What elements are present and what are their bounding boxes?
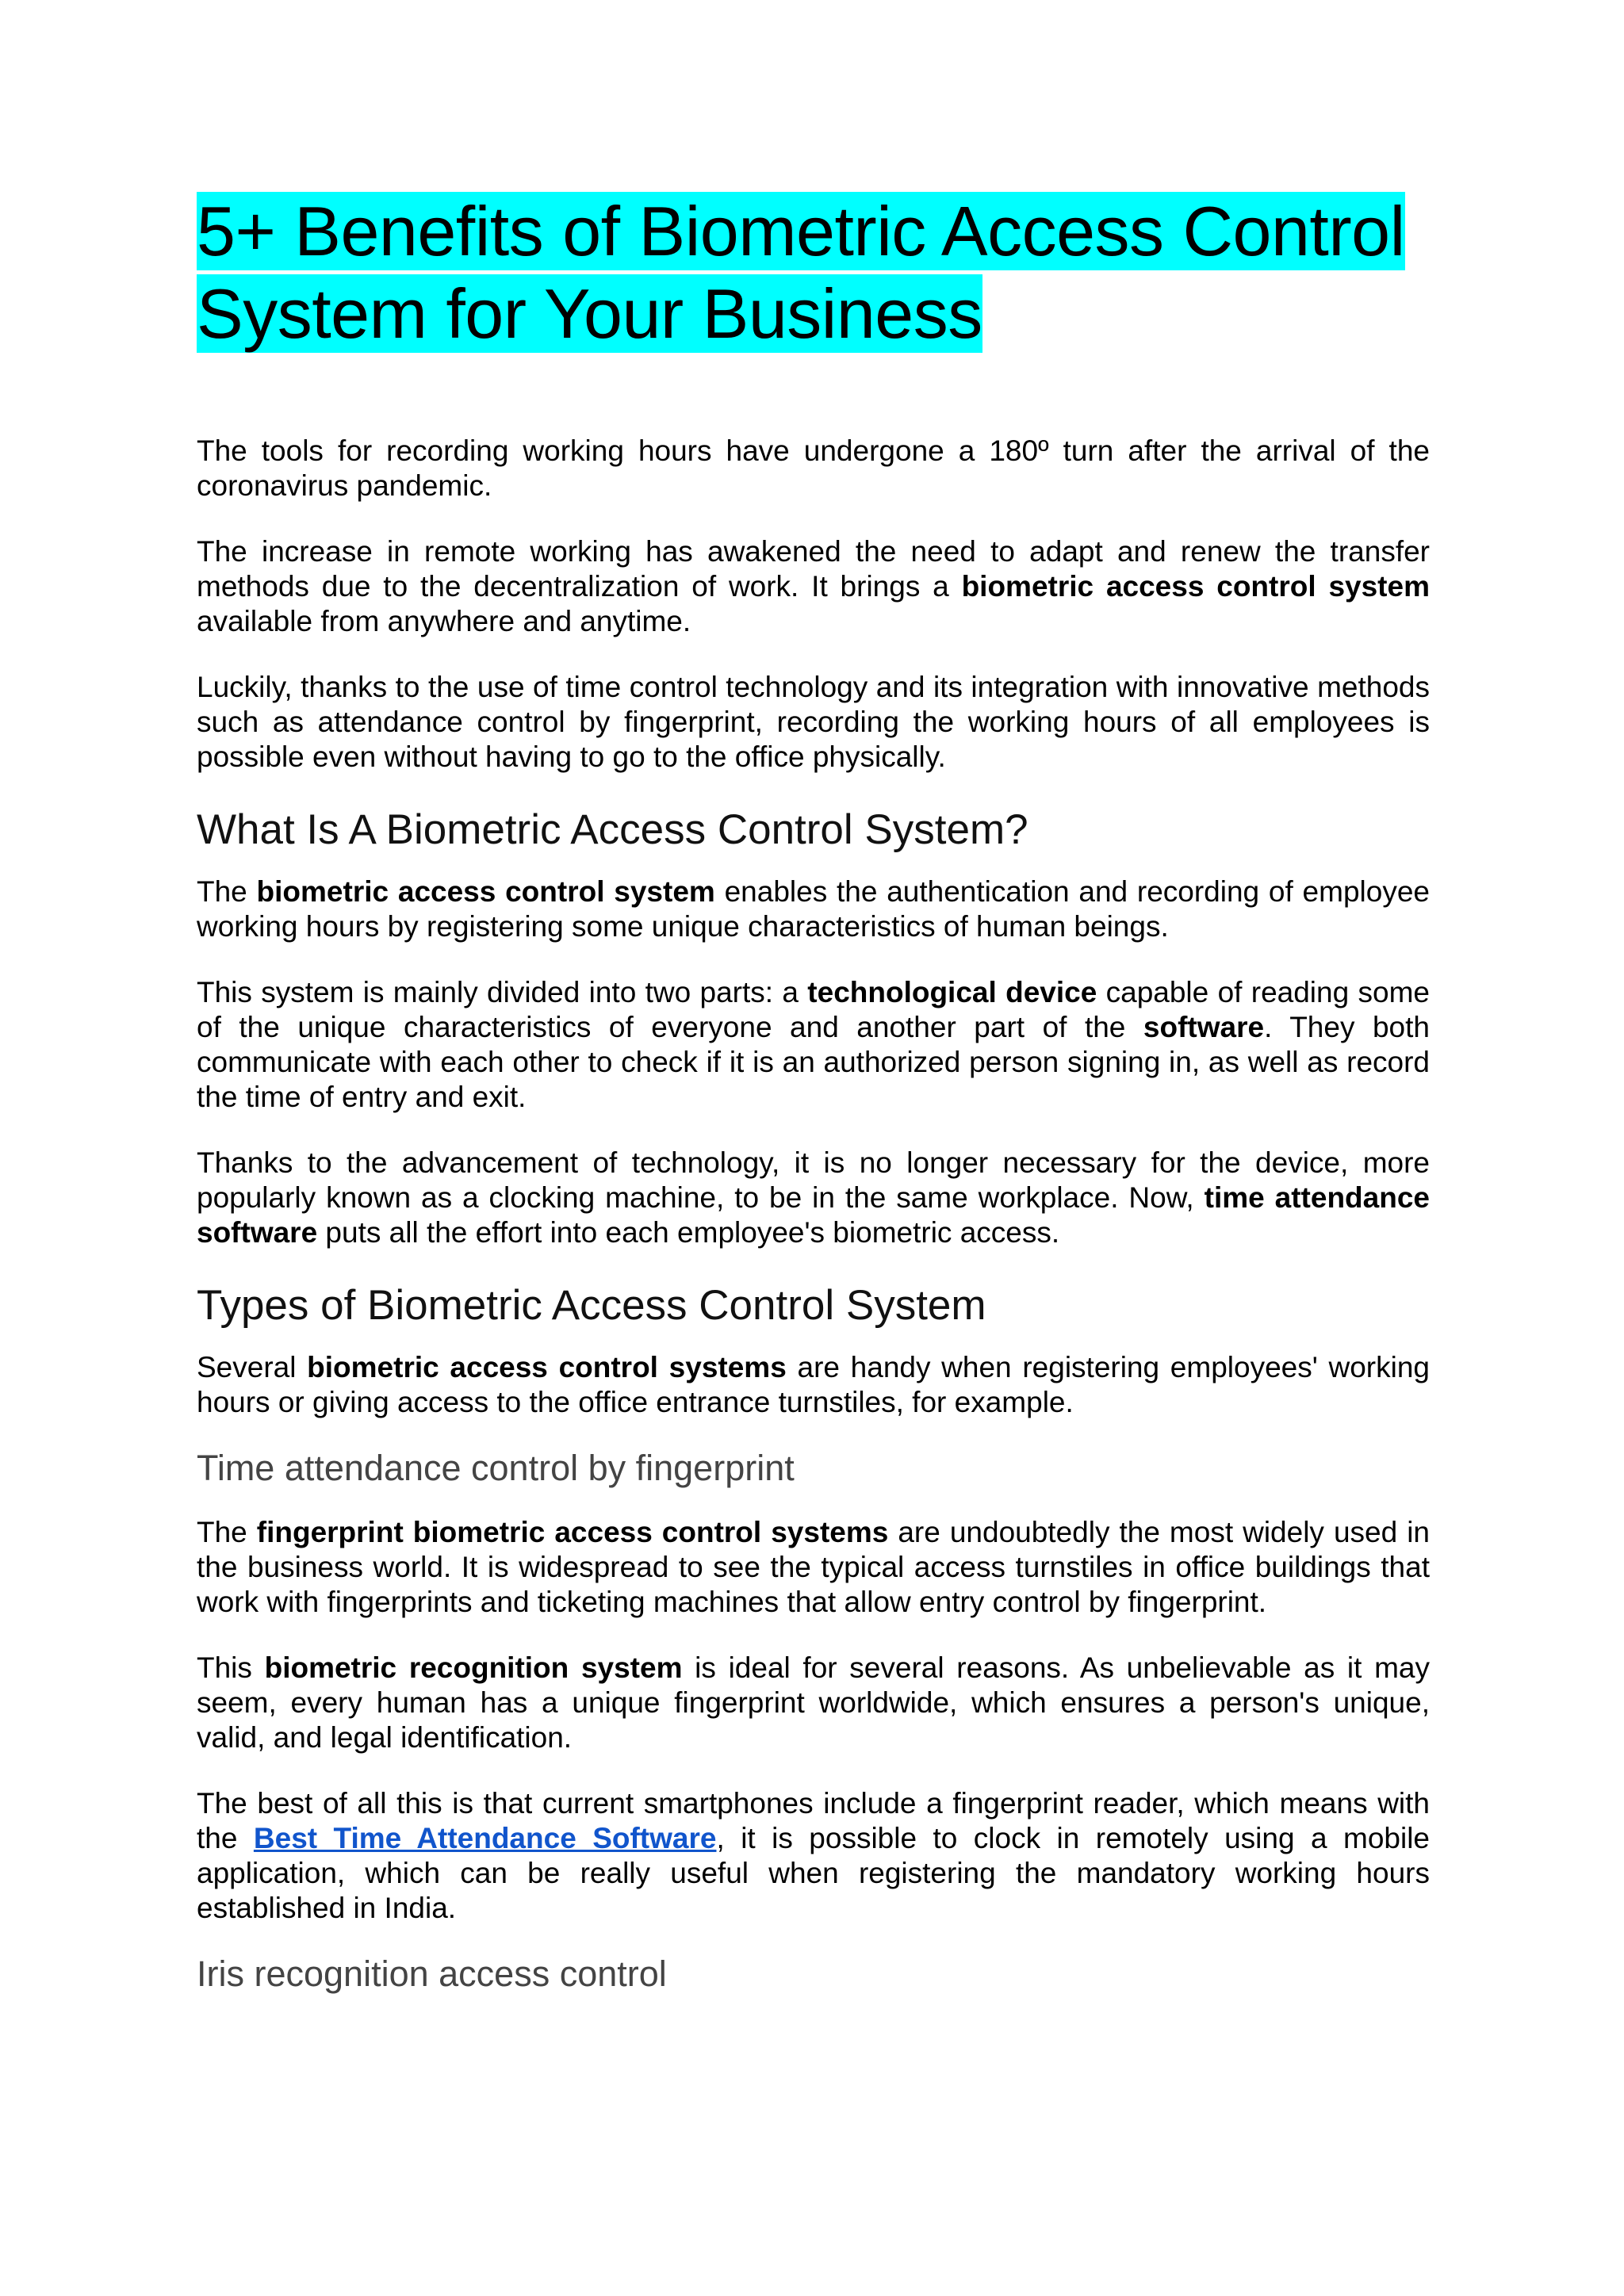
text-run: are handy when registering employees' working hours or giving access to the office entrance turnstiles, for example. bbox=[197, 1351, 1430, 1418]
text-run: enables the authentication and recording of employee working hours by registering some unique characteristics of human beings. bbox=[197, 875, 1430, 943]
section-heading-what-is: What Is A Biometric Access Control System? bbox=[197, 806, 1028, 853]
text-run: This bbox=[197, 1651, 265, 1684]
intro-paragraph-3: Luckily, thanks to the use of time control technology and its integration with innovative methods such as attendance control by fingerprint, recording the working hours of all employees is possible even without having to go to the office physically. bbox=[197, 671, 1430, 773]
title-line-2: System for Your Business bbox=[197, 274, 982, 353]
section2-paragraph-1 bbox=[197, 1350, 1430, 1420]
section1-paragraph-1 bbox=[197, 874, 1430, 944]
text-run: The increase in remote working has awakened the need to adapt and renew the transfer methods due to the decentralization of work. It brings a bbox=[197, 535, 1430, 603]
text-run: The bbox=[197, 875, 257, 908]
subheading-fingerprint: Time attendance control by fingerprint bbox=[197, 1448, 795, 1488]
fingerprint-paragraph-2 bbox=[197, 1651, 1430, 1755]
bold-text: fingerprint biometric access control systems bbox=[256, 1516, 889, 1548]
document-page bbox=[197, 190, 1430, 1996]
bold-text: biometric access control systems bbox=[307, 1351, 787, 1383]
intro-paragraph-1: The tools for recording working hours have undergone a 180º turn after the arrival of the coronavirus pandemic. bbox=[197, 434, 1430, 502]
section1-paragraph-2 bbox=[197, 975, 1430, 1115]
text-run: is ideal for several reasons. As unbelievable as it may seem, every human has a unique fingerprint worldwide, which ensures a person's unique, valid, and legal identification. bbox=[197, 1651, 1430, 1754]
text-run: puts all the effort into each employee's biometric access. bbox=[317, 1216, 1060, 1249]
text-run: available from anywhere and anytime. bbox=[197, 605, 691, 637]
bold-text: biometric access control system bbox=[961, 570, 1430, 603]
bold-text: biometric access control system bbox=[256, 875, 715, 908]
text-run: capable of reading some of the unique characteristics of everyone and another part of the bbox=[197, 976, 1430, 1043]
section-heading-types: Types of Biometric Access Control System bbox=[197, 1282, 986, 1329]
text-run: , it is possible to clock in remotely using a mobile application, which can be really useful when registering the mandatory working hours established in India. bbox=[197, 1822, 1431, 1924]
text-run: Several bbox=[197, 1351, 308, 1383]
page-title bbox=[197, 190, 1430, 355]
bold-text: technological device bbox=[807, 976, 1097, 1008]
text-run: Thanks to the advancement of technology, it is no longer necessary for the device, more popularly known as a clocking machine, to be in the same workplace. Now, bbox=[197, 1146, 1430, 1214]
fingerprint-paragraph-1 bbox=[197, 1515, 1430, 1620]
subheading-iris: Iris recognition access control bbox=[197, 1954, 667, 1994]
text-run: The best of all this is that current smartphones include a fingerprint reader, which means with the bbox=[197, 1787, 1430, 1854]
best-time-attendance-software-link[interactable]: Best Time Attendance Software bbox=[253, 1822, 717, 1854]
intro-paragraph-2 bbox=[197, 534, 1430, 639]
fingerprint-paragraph-3 bbox=[197, 1786, 1430, 1926]
section1-paragraph-3 bbox=[197, 1146, 1430, 1250]
text-run: are undoubtedly the most widely used in the business world. It is widespread to see the typical access turnstiles in office buildings that work with fingerprints and ticketing machines that allow entry control by fingerprint. bbox=[197, 1516, 1430, 1618]
text-run: The bbox=[197, 1516, 257, 1548]
text-run: This system is mainly divided into two parts: a bbox=[197, 976, 808, 1008]
bold-text: biometric recognition system bbox=[264, 1651, 683, 1684]
bold-text: software bbox=[1143, 1011, 1265, 1043]
bold-text: time attendance software bbox=[197, 1181, 1430, 1249]
text-run: . They both communicate with each other to check if it is an authorized person signing in, as well as record the time of entry and exit. bbox=[197, 1011, 1430, 1113]
title-line-1: 5+ Benefits of Biometric Access Control bbox=[197, 192, 1405, 270]
